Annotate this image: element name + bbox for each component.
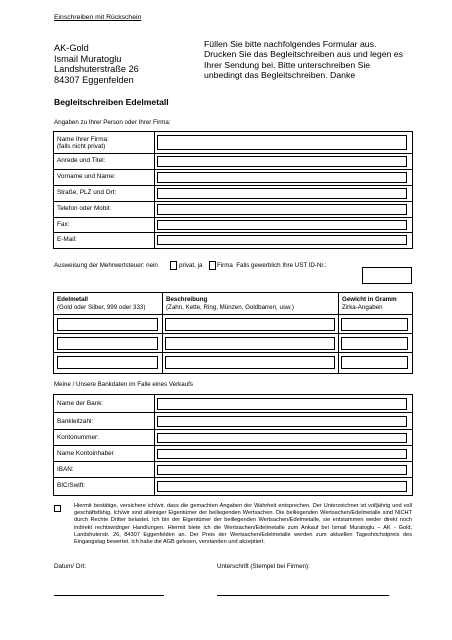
vat-company-checkbox[interactable]: [209, 261, 216, 270]
declaration-text: Hiermit bestätige, versichere ich/wir, dass die gemachten Angaben der Wahrheit entsprechen. Der Unterzeichner ist volljährig und voll geschäftsfähig. Ich/wir sind alleiniger Eigentümer der beiliegenden Wertsachen. Die beiliegenden Wertsachen/Edelmetalle sind NICHT durch Rechte Dritter belastet. Ich bin der Eigentümer der beiliegenden Wertsachen/Edelmetalle, sie entstammen weder direkt noch indirekt rechtswidriger Handlungen. Hiermit biete ich die Wertsachen/Edelmetalle zum Ankauf bei Ismail Muratoglu – AK - Gold, Landshuterstr. 26, 84307 Eggenfelden an. Der Preis der Wertsachen/Edelmetalle werden zum aktuellen Tageshöchstpreis des Eingangstag bewertet. Ich habe die AGB gelesen, verstanden und akzeptiert.: [74, 503, 412, 546]
date-place-line[interactable]: [54, 595, 164, 596]
metal-header: Edelmetall (Gold oder Silber, 999 oder 333): [57, 296, 146, 311]
weight-input[interactable]: [341, 356, 408, 369]
address-line: Landshuterstraße 26: [54, 64, 139, 75]
address-line: 84307 Eggenfelden: [54, 74, 134, 85]
field-label: Fax:: [57, 221, 70, 228]
field-label: Kontonummer:: [57, 434, 99, 441]
description-header: Beschreibung (Zahn, Kette, Ring, Münzen, Goldbarren, usw.): [166, 296, 294, 311]
iban-input[interactable]: [157, 465, 407, 475]
table-row: [54, 334, 412, 353]
metals-header-row: [54, 293, 412, 315]
vat-private-label: privat, ja: [179, 262, 203, 269]
instruction-line: Füllen Sie bitte nachfolgendes Formular aus.: [204, 39, 377, 49]
table-row: [54, 170, 412, 186]
signature-line[interactable]: [217, 595, 389, 596]
table-row: [54, 154, 412, 170]
description-input[interactable]: [165, 318, 335, 331]
signature-label: Unterschrift (Stempel bei Firmen):: [217, 563, 310, 570]
table-row: [54, 218, 412, 233]
metal-input[interactable]: [57, 318, 158, 331]
field-label: Bankleitzahl:: [57, 418, 94, 425]
field-label: Name Ihrer Firma: (falls nicht privat): [57, 136, 109, 151]
metals-table: [53, 292, 413, 374]
field-label: Name Kontoinhaber: [57, 450, 114, 457]
field-label: Anrede und Titel:: [57, 157, 106, 164]
address-line: AK-Gold: [54, 43, 89, 53]
table-row: [54, 233, 412, 248]
full-name-input[interactable]: [157, 172, 407, 183]
bank-code-input[interactable]: [157, 416, 407, 427]
metal-input[interactable]: [57, 337, 158, 350]
table-row: [54, 395, 412, 413]
bank-data-table: [53, 394, 413, 496]
page-title: Begleitschreiben Edelmetall: [54, 97, 169, 107]
instruction-line: Ihrer Sendung bei. Bitte unterschreiben Sie: [204, 59, 371, 70]
fax-input[interactable]: [157, 220, 407, 230]
address-input[interactable]: [157, 188, 407, 199]
registered-mail-note: Einschreiben mit Rückschein: [54, 14, 142, 21]
table-row: [54, 315, 412, 334]
field-label: Straße, PLZ und Ort:: [57, 189, 117, 196]
vat-line: [54, 262, 158, 270]
field-label: Name der Bank:: [57, 400, 104, 407]
weight-input[interactable]: [341, 337, 408, 350]
table-row: [54, 186, 412, 202]
table-row: [54, 430, 412, 446]
vat-company-label: Firma Falls gewerblich Ihre UST ID-Nr.:: [217, 262, 327, 269]
field-label: IBAN:: [57, 466, 74, 473]
table-row: [54, 446, 412, 462]
vat-prefix: Ausweisung der Mehrwertsteuer: nein: [54, 262, 158, 269]
personal-data-table: [53, 131, 413, 249]
metal-input[interactable]: [57, 356, 158, 369]
declaration-checkbox[interactable]: [54, 505, 61, 512]
account-number-input[interactable]: [157, 433, 407, 443]
table-row: [54, 478, 412, 495]
recipient-address: [54, 43, 139, 85]
field-label: BIC/Swift:: [57, 482, 86, 489]
description-input[interactable]: [165, 337, 335, 350]
email-input[interactable]: [157, 235, 407, 245]
table-row: [54, 132, 412, 154]
personal-section-label: Angaben zu Ihrer Person oder Ihrer Firma:: [54, 119, 171, 126]
company-name-input[interactable]: [157, 135, 407, 150]
table-row: [54, 413, 412, 430]
field-label: E-Mail:: [57, 236, 77, 243]
vat-id-input[interactable]: [362, 267, 412, 284]
bank-name-input[interactable]: [157, 398, 407, 410]
description-input[interactable]: [165, 356, 335, 369]
weight-header: Gewicht in Gramm Zirka-Angaben: [342, 296, 397, 311]
field-label: Telefon oder Mobil:: [57, 205, 111, 212]
table-row: [54, 462, 412, 478]
bic-input[interactable]: [157, 481, 407, 492]
instructions: [204, 39, 440, 81]
vat-private-checkbox[interactable]: [170, 261, 177, 270]
instruction-line: Drucken Sie das Begleitschreiben aus und legen es: [204, 49, 403, 60]
phone-input[interactable]: [157, 204, 407, 215]
salutation-input[interactable]: [157, 156, 407, 167]
bank-section-label: Meine / Unsere Bankdaten im Falle eines Verkaufs: [54, 381, 193, 388]
table-row: [54, 353, 412, 373]
field-label: Vorname und Name:: [57, 173, 116, 180]
weight-input[interactable]: [341, 318, 408, 331]
instruction-line: unbedingt das Begleitschreiben. Danke: [204, 70, 356, 81]
table-row: [54, 202, 412, 218]
date-place-label: Datum/ Ort:: [54, 563, 86, 570]
account-holder-input[interactable]: [157, 449, 407, 459]
address-line: Ismail Muratoglu: [54, 53, 122, 64]
